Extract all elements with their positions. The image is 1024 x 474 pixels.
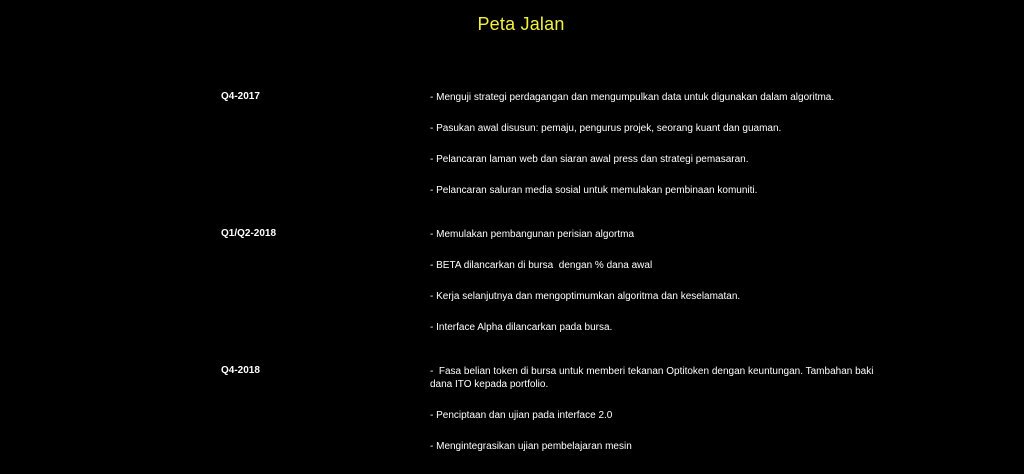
phase-item: - Pelancaran laman web dan siaran awal press dan strategi pemasaran. xyxy=(430,154,749,165)
page-title: Peta Jalan xyxy=(477,14,565,34)
phase-item: - Pasukan awal disusun: pemaju, pengurus projek, seorang kuant dan guaman. xyxy=(430,123,782,134)
phase-item: - Memulakan pembangunan perisian algortma xyxy=(430,229,635,240)
phase-label: Q4-2018 xyxy=(221,365,260,376)
phase-item: - Kerja selanjutnya dan mengoptimumkan algoritma dan keselamatan. xyxy=(430,291,741,302)
phase-item: - Fasa belian token di bursa untuk memberi tekanan Optitoken dengan keuntungan. Tambahan baki dana ITO kepada portfolio. xyxy=(430,366,877,390)
phase-items-list xyxy=(430,365,890,471)
phase-item: - BETA dilancarkan di bursa dengan % dana awal xyxy=(430,260,653,271)
phase-items-list xyxy=(430,91,890,215)
phase-item: - Pelancaran saluran media sosial untuk memulakan pembinaan komuniti. xyxy=(430,185,758,196)
phase-item: - Menguji strategi perdagangan dan mengumpulkan data untuk digunakan dalam algoritma. xyxy=(430,92,835,103)
phase-item: - Mengintegrasikan ujian pembelajaran mesin xyxy=(430,441,632,452)
phase-items-list xyxy=(430,228,890,352)
phase-item: - Interface Alpha dilancarkan pada bursa. xyxy=(430,322,613,333)
phase-label: Q4-2017 xyxy=(221,91,260,102)
phase-label: Q1/Q2-2018 xyxy=(221,228,277,239)
phase-item: - Penciptaan dan ujian pada interface 2.0 xyxy=(430,410,613,421)
